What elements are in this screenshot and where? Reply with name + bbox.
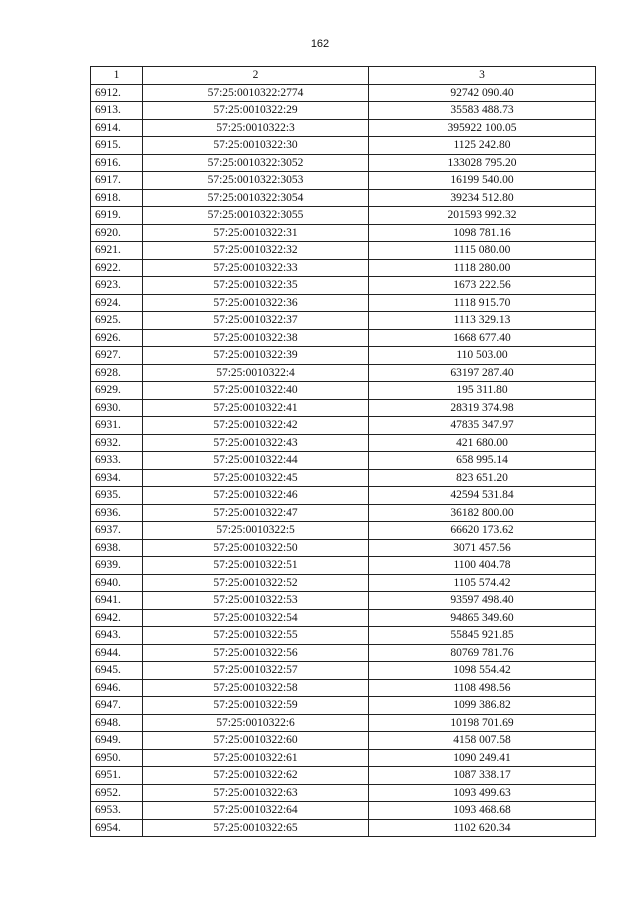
- cadastral-value-cell: 42594 531.84: [369, 487, 596, 505]
- row-number-cell: 6923.: [91, 277, 143, 295]
- table-row: [91, 277, 596, 295]
- cadastral-value-cell: 4158 007.58: [369, 732, 596, 750]
- row-number-cell: 6937.: [91, 522, 143, 540]
- row-number-cell: 6915.: [91, 137, 143, 155]
- cadastral-value-cell: 1102 620.34: [369, 819, 596, 837]
- cadastral-value-cell: 66620 173.62: [369, 522, 596, 540]
- cadastral-number-cell: 57:25:0010322:33: [143, 259, 369, 277]
- row-number-cell: 6912.: [91, 84, 143, 102]
- cadastral-value-cell: 16199 540.00: [369, 172, 596, 190]
- row-number-cell: 6945.: [91, 662, 143, 680]
- cadastral-value-cell: 195 311.80: [369, 382, 596, 400]
- cadastral-number-cell: 57:25:0010322:64: [143, 802, 369, 820]
- cadastral-value-cell: 28319 374.98: [369, 399, 596, 417]
- cadastral-number-cell: 57:25:0010322:46: [143, 487, 369, 505]
- cadastral-number-cell: 57:25:0010322:43: [143, 434, 369, 452]
- cadastral-number-cell: 57:25:0010322:60: [143, 732, 369, 750]
- cadastral-number-cell: 57:25:0010322:59: [143, 697, 369, 715]
- cadastral-number-cell: 57:25:0010322:53: [143, 592, 369, 610]
- row-number-cell: 6943.: [91, 627, 143, 645]
- cadastral-value-cell: 35583 488.73: [369, 102, 596, 120]
- row-number-cell: 6949.: [91, 732, 143, 750]
- table-row: [91, 504, 596, 522]
- cadastral-number-cell: 57:25:0010322:35: [143, 277, 369, 295]
- table-row: [91, 592, 596, 610]
- row-number-cell: 6948.: [91, 714, 143, 732]
- row-number-cell: 6929.: [91, 382, 143, 400]
- row-number-cell: 6942.: [91, 609, 143, 627]
- cadastral-number-cell: 57:25:0010322:3054: [143, 189, 369, 207]
- row-number-cell: 6931.: [91, 417, 143, 435]
- cadastral-value-cell: 92742 090.40: [369, 84, 596, 102]
- cadastral-value-cell: 1108 498.56: [369, 679, 596, 697]
- cadastral-number-cell: 57:25:0010322:3053: [143, 172, 369, 190]
- cadastral-value-cell: 395922 100.05: [369, 119, 596, 137]
- cadastral-number-cell: 57:25:0010322:61: [143, 749, 369, 767]
- cadastral-number-cell: 57:25:0010322:39: [143, 347, 369, 365]
- row-number-cell: 6954.: [91, 819, 143, 837]
- cadastral-number-cell: 57:25:0010322:32: [143, 242, 369, 260]
- row-number-cell: 6939.: [91, 557, 143, 575]
- row-number-cell: 6947.: [91, 697, 143, 715]
- table-row: [91, 312, 596, 330]
- row-number-cell: 6926.: [91, 329, 143, 347]
- table-row: [91, 784, 596, 802]
- cadastral-value-cell: 1093 468.68: [369, 802, 596, 820]
- table-row: [91, 539, 596, 557]
- cadastral-value-cell: 1098 781.16: [369, 224, 596, 242]
- row-number-cell: 6938.: [91, 539, 143, 557]
- cadastral-value-cell: 1100 404.78: [369, 557, 596, 575]
- cadastral-number-cell: 57:25:0010322:45: [143, 469, 369, 487]
- table-row: [91, 84, 596, 102]
- cadastral-value-cell: 39234 512.80: [369, 189, 596, 207]
- cadastral-value-cell: 80769 781.76: [369, 644, 596, 662]
- cadastral-number-cell: 57:25:0010322:56: [143, 644, 369, 662]
- row-number-cell: 6925.: [91, 312, 143, 330]
- cadastral-value-cell: 1093 499.63: [369, 784, 596, 802]
- cadastral-value-cell: 10198 701.69: [369, 714, 596, 732]
- cadastral-value-cell: 1105 574.42: [369, 574, 596, 592]
- row-number-cell: 6913.: [91, 102, 143, 120]
- row-number-cell: 6928.: [91, 364, 143, 382]
- cadastral-number-cell: 57:25:0010322:52: [143, 574, 369, 592]
- table-row: [91, 574, 596, 592]
- table-row: [91, 767, 596, 785]
- cadastral-number-cell: 57:25:0010322:54: [143, 609, 369, 627]
- cadastral-number-cell: 57:25:0010322:55: [143, 627, 369, 645]
- table-row: [91, 294, 596, 312]
- table-body: [91, 84, 596, 837]
- table-row: [91, 364, 596, 382]
- table-row: [91, 119, 596, 137]
- cadastral-number-cell: 57:25:0010322:65: [143, 819, 369, 837]
- cadastral-number-cell: 57:25:0010322:29: [143, 102, 369, 120]
- table-row: [91, 644, 596, 662]
- row-number-cell: 6953.: [91, 802, 143, 820]
- table-row: [91, 399, 596, 417]
- table-row: [91, 522, 596, 540]
- cadastral-value-cell: 1668 677.40: [369, 329, 596, 347]
- cadastral-value-cell: 201593 992.32: [369, 207, 596, 225]
- row-number-cell: 6930.: [91, 399, 143, 417]
- cadastral-value-cell: 1099 386.82: [369, 697, 596, 715]
- table-row: [91, 417, 596, 435]
- cadastral-number-cell: 57:25:0010322:38: [143, 329, 369, 347]
- cadastral-value-cell: 36182 800.00: [369, 504, 596, 522]
- cadastral-number-cell: 57:25:0010322:5: [143, 522, 369, 540]
- page-number: 162: [310, 38, 330, 50]
- column-header-number: 1: [91, 67, 143, 85]
- cadastral-value-cell: 1118 280.00: [369, 259, 596, 277]
- cadastral-value-cell: 1087 338.17: [369, 767, 596, 785]
- table-row: [91, 662, 596, 680]
- row-number-cell: 6917.: [91, 172, 143, 190]
- row-number-cell: 6914.: [91, 119, 143, 137]
- cadastral-value-cell: 47835 347.97: [369, 417, 596, 435]
- row-number-cell: 6918.: [91, 189, 143, 207]
- row-number-cell: 6951.: [91, 767, 143, 785]
- table-row: [91, 172, 596, 190]
- table-row: [91, 329, 596, 347]
- row-number-cell: 6946.: [91, 679, 143, 697]
- cadastral-value-cell: 1125 242.80: [369, 137, 596, 155]
- column-header-cadastral-number: 2: [143, 67, 369, 85]
- row-number-cell: 6935.: [91, 487, 143, 505]
- row-number-cell: 6940.: [91, 574, 143, 592]
- row-number-cell: 6924.: [91, 294, 143, 312]
- cadastral-number-cell: 57:25:0010322:6: [143, 714, 369, 732]
- table-row: [91, 102, 596, 120]
- cadastral-number-cell: 57:25:0010322:58: [143, 679, 369, 697]
- row-number-cell: 6952.: [91, 784, 143, 802]
- cadastral-number-cell: 57:25:0010322:37: [143, 312, 369, 330]
- row-number-cell: 6920.: [91, 224, 143, 242]
- table-row: [91, 452, 596, 470]
- cadastral-value-cell: 133028 795.20: [369, 154, 596, 172]
- cadastral-value-cell: 1090 249.41: [369, 749, 596, 767]
- table-row: [91, 714, 596, 732]
- table-row: [91, 627, 596, 645]
- cadastral-number-cell: 57:25:0010322:3: [143, 119, 369, 137]
- cadastral-number-cell: 57:25:0010322:30: [143, 137, 369, 155]
- table-row: [91, 819, 596, 837]
- cadastral-value-cell: 3071 457.56: [369, 539, 596, 557]
- cadastral-number-cell: 57:25:0010322:51: [143, 557, 369, 575]
- cadastral-value-cell: 93597 498.40: [369, 592, 596, 610]
- cadastral-value-cell: 1098 554.42: [369, 662, 596, 680]
- table-row: [91, 609, 596, 627]
- row-number-cell: 6941.: [91, 592, 143, 610]
- cadastral-number-cell: 57:25:0010322:36: [143, 294, 369, 312]
- cadastral-number-cell: 57:25:0010322:4: [143, 364, 369, 382]
- table-row: [91, 557, 596, 575]
- row-number-cell: 6944.: [91, 644, 143, 662]
- table-row: [91, 207, 596, 225]
- row-number-cell: 6927.: [91, 347, 143, 365]
- cadastral-value-cell: 1118 915.70: [369, 294, 596, 312]
- row-number-cell: 6916.: [91, 154, 143, 172]
- cadastral-number-cell: 57:25:0010322:57: [143, 662, 369, 680]
- table-row: [91, 732, 596, 750]
- cadastral-number-cell: 57:25:0010322:47: [143, 504, 369, 522]
- table-row: [91, 697, 596, 715]
- table-row: [91, 434, 596, 452]
- row-number-cell: 6936.: [91, 504, 143, 522]
- table-row: [91, 154, 596, 172]
- cadastral-value-cell: 55845 921.85: [369, 627, 596, 645]
- cadastral-value-table: [90, 66, 596, 837]
- cadastral-number-cell: 57:25:0010322:50: [143, 539, 369, 557]
- cadastral-number-cell: 57:25:0010322:3052: [143, 154, 369, 172]
- table-row: [91, 137, 596, 155]
- table-row: [91, 189, 596, 207]
- cadastral-value-cell: 1115 080.00: [369, 242, 596, 260]
- table-row: [91, 259, 596, 277]
- cadastral-number-cell: 57:25:0010322:41: [143, 399, 369, 417]
- row-number-cell: 6934.: [91, 469, 143, 487]
- cadastral-value-cell: 658 995.14: [369, 452, 596, 470]
- table-row: [91, 679, 596, 697]
- row-number-cell: 6921.: [91, 242, 143, 260]
- table-row: [91, 382, 596, 400]
- cadastral-number-cell: 57:25:0010322:42: [143, 417, 369, 435]
- cadastral-number-cell: 57:25:0010322:3055: [143, 207, 369, 225]
- table-row: [91, 802, 596, 820]
- cadastral-number-cell: 57:25:0010322:62: [143, 767, 369, 785]
- table-row: [91, 224, 596, 242]
- row-number-cell: 6932.: [91, 434, 143, 452]
- cadastral-number-cell: 57:25:0010322:40: [143, 382, 369, 400]
- cadastral-value-cell: 94865 349.60: [369, 609, 596, 627]
- row-number-cell: 6933.: [91, 452, 143, 470]
- cadastral-value-cell: 1673 222.56: [369, 277, 596, 295]
- cadastral-number-cell: 57:25:0010322:31: [143, 224, 369, 242]
- table-row: [91, 347, 596, 365]
- table-header-row: [91, 67, 596, 85]
- table-row: [91, 469, 596, 487]
- cadastral-value-cell: 110 503.00: [369, 347, 596, 365]
- row-number-cell: 6919.: [91, 207, 143, 225]
- cadastral-number-cell: 57:25:0010322:2774: [143, 84, 369, 102]
- cadastral-value-cell: 421 680.00: [369, 434, 596, 452]
- cadastral-value-cell: 63197 287.40: [369, 364, 596, 382]
- cadastral-number-cell: 57:25:0010322:63: [143, 784, 369, 802]
- cadastral-value-cell: 823 651.20: [369, 469, 596, 487]
- cadastral-number-cell: 57:25:0010322:44: [143, 452, 369, 470]
- row-number-cell: 6922.: [91, 259, 143, 277]
- table-row: [91, 242, 596, 260]
- cadastral-value-cell: 1113 329.13: [369, 312, 596, 330]
- row-number-cell: 6950.: [91, 749, 143, 767]
- column-header-value: 3: [369, 67, 596, 85]
- table-row: [91, 749, 596, 767]
- table-row: [91, 487, 596, 505]
